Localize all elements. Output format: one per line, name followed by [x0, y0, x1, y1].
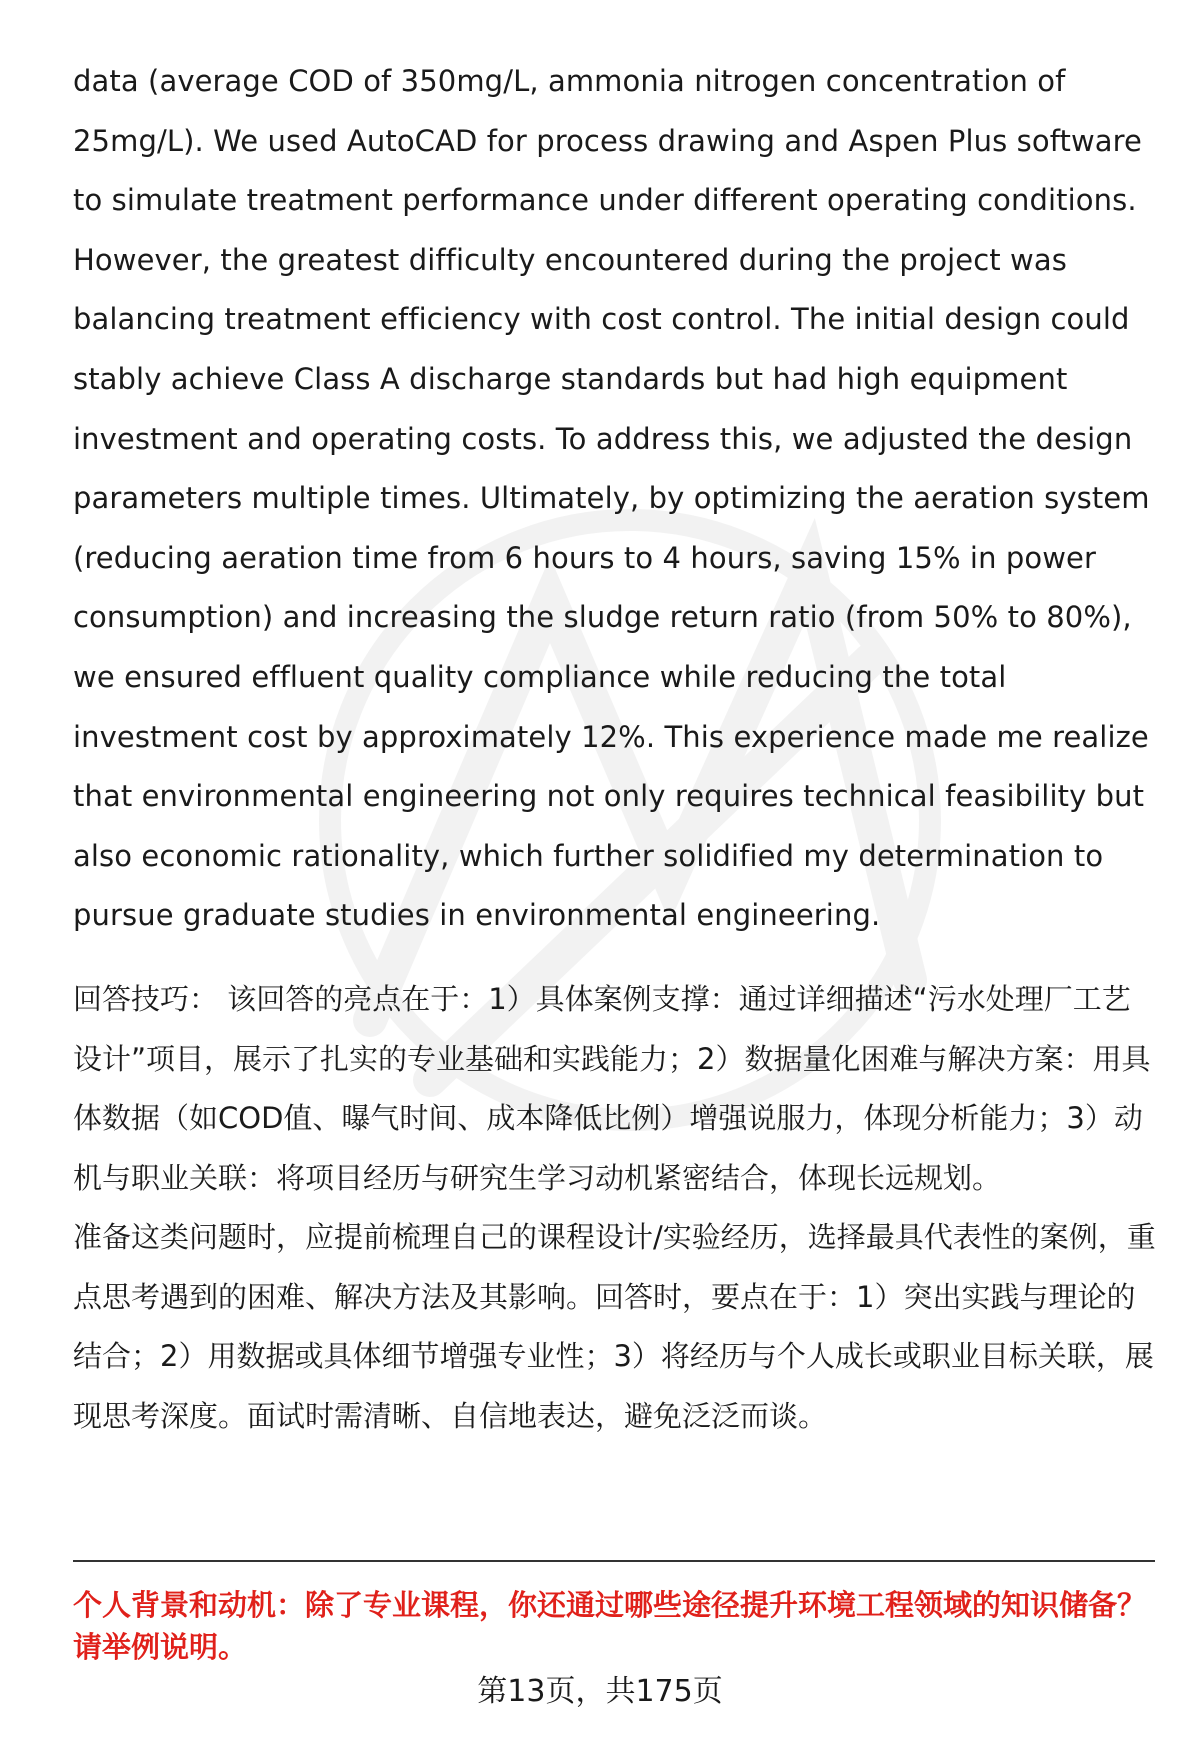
tips-paragraph-1: 回答技巧： 该回答的亮点在于：1）具体案例支撑：通过详细描述“污水处理厂工艺设计”项目，展示了扎实的专业基础和实践能力；2）数据量化困难与解决方案：用具体数据（如COD值、曝气时间、成本降低比例）增强说服力，体现分析能力；3）动机与职业关联：将项目经历与研究生学习动机紧密结合，体现长远规划。 — [73, 981, 1151, 1195]
tips-paragraph-2: 准备这类问题时，应提前梳理自己的课程设计/实验经历，选择最具代表性的案例，重点思考遇到的困难、解决方法及其影响。回答时，要点在于：1）突出实践与理论的结合；2）用数据或具体细节增强专业性；3）将经历与个人成长或职业目标关联，展现思考深度。面试时需清晰、自信地表达，避免泛泛而谈。 — [73, 1220, 1156, 1434]
next-question-heading: 个人背景和动机：除了专业课程，你还通过哪些途径提升环境工程领域的知识储备？请举例说明。 — [73, 1588, 1147, 1664]
answer-tips — [73, 970, 1158, 1447]
answer-paragraph: data (average COD of 350mg/L, ammonia nitrogen concentration of 25mg/L). We used AutoCAD for process drawing and Aspen Plus software to simulate treatment performance under different operating conditions. However, the greatest difficulty encountered during the project was balancing treatment efficiency with cost control. The initial design could stably achieve Class A discharge standards but had high equipment investment and operating costs. To address this, we adjusted the design parameters multiple times. Ultimately, by optimizing the aeration system (reducing aeration time from 6 hours to 4 hours, saving 15% in power consumption) and increasing the sludge return ratio (from 50% to 80%), we ensured effluent quality compliance while reducing the total investment cost by approximately 12%. This experience made me realize that environmental engineering not only requires technical feasibility but also economic rationality, which further solidified my determination to pursue graduate studies in environmental engineering. — [73, 64, 1150, 933]
page-number: 第13页，共175页 — [477, 1674, 723, 1709]
main-content — [73, 52, 1158, 1447]
section-divider — [73, 1560, 1155, 1562]
